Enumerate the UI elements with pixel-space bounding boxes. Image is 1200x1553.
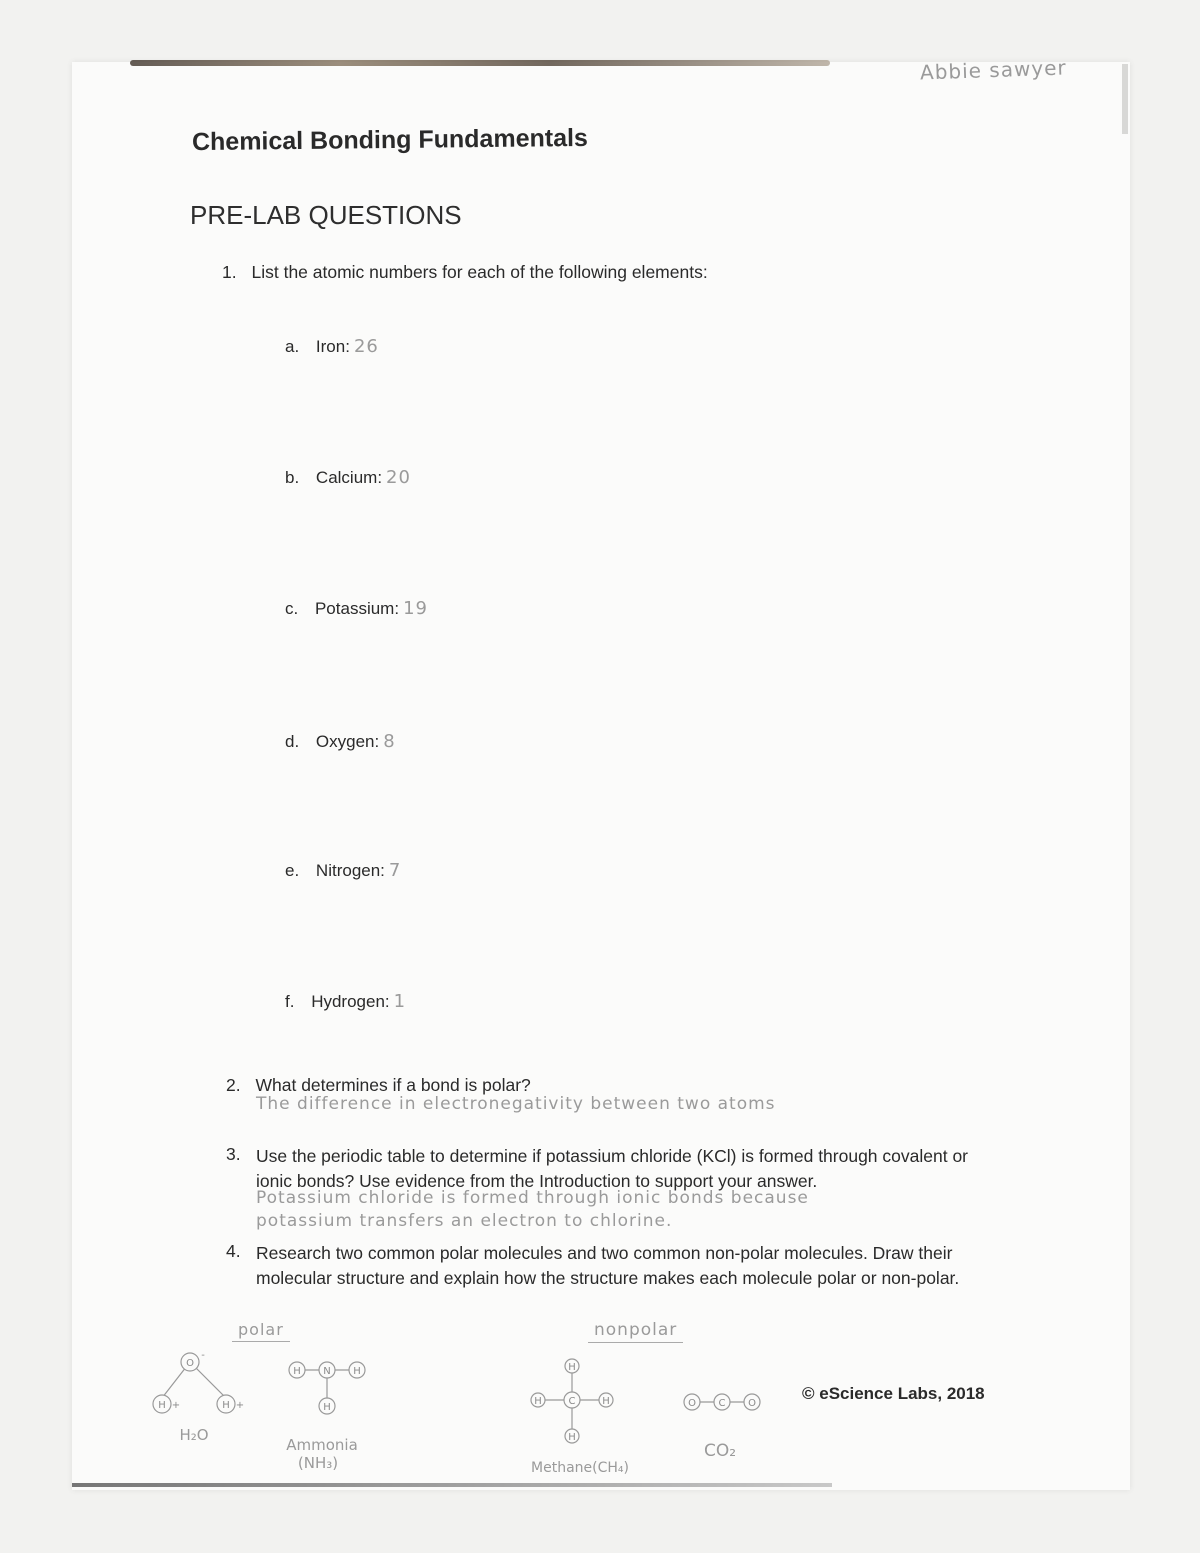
- question-text: What determines if a bond is polar?: [255, 1075, 531, 1095]
- copyright-notice: © eScience Labs, 2018: [802, 1384, 985, 1403]
- co2-oxygen-label: O: [748, 1398, 756, 1409]
- water-caption: H₂O: [179, 1426, 209, 1444]
- methane-carbon-label: C: [568, 1396, 576, 1407]
- handwritten-answer: 1: [393, 991, 407, 1012]
- question-number: 4.: [226, 1241, 241, 1261]
- handwritten-answer-q3-line1: Potassium chloride is formed through ionic bonds because: [256, 1188, 809, 1208]
- question-number: 1.: [222, 262, 237, 282]
- item-letter: e.: [285, 861, 300, 880]
- ammonia-formula-caption: (NH₃): [297, 1454, 339, 1472]
- item-label: Calcium:: [315, 468, 383, 487]
- handwritten-answer: 26: [353, 336, 379, 357]
- question-number: 2.: [226, 1075, 241, 1095]
- item-letter: b.: [285, 468, 300, 487]
- question-4: [226, 1241, 986, 1291]
- answer-item-hydrogen: [285, 991, 406, 1012]
- handwritten-answer-q3-line2: potassium transfers an electron to chlorine.: [256, 1211, 673, 1231]
- item-label: Hydrogen:: [311, 992, 390, 1011]
- water-hydrogen-label: H: [158, 1400, 166, 1411]
- ammonia-caption: Ammonia: [286, 1436, 358, 1454]
- item-label: Nitrogen:: [315, 861, 385, 880]
- ammonia-hydrogen-label: H: [353, 1366, 361, 1377]
- answer-item-oxygen: [285, 731, 396, 752]
- methane-hydrogen-label: H: [602, 1396, 610, 1407]
- methane-hydrogen-label: H: [568, 1362, 576, 1373]
- answer-item-nitrogen: [285, 860, 401, 881]
- water-oxygen-label: O: [186, 1358, 194, 1369]
- question-text: Use the periodic table to determine if potassium chloride (KCl) is formed through covalent or ionic bonds? Use evidence from the Introduction to support your answer.: [256, 1146, 969, 1191]
- co2-caption: CO₂: [703, 1441, 737, 1461]
- ammonia-hydrogen-label: H: [293, 1366, 301, 1377]
- handwritten-answer: 19: [403, 598, 428, 619]
- co2-carbon-label: C: [718, 1398, 726, 1409]
- question-2: [226, 1075, 531, 1096]
- section-heading: PRE-LAB QUESTIONS: [190, 200, 462, 230]
- handwritten-answer-q2: The difference in electronegativity between two atoms: [256, 1094, 776, 1114]
- water-partial-negative: -: [201, 1350, 205, 1361]
- item-label: Potassium:: [314, 599, 400, 618]
- page-edge-right: [1122, 64, 1128, 134]
- item-letter: f.: [285, 992, 295, 1011]
- page-edge-top: [130, 60, 830, 66]
- question-text: Research two common polar molecules and two common non-polar molecules. Draw their molecular structure and explain how the structure makes each molecule polar or non-polar.: [256, 1243, 960, 1288]
- item-letter: a.: [285, 337, 300, 356]
- handwritten-answer: 20: [386, 467, 411, 488]
- item-label: Iron:: [315, 337, 350, 356]
- nonpolar-heading: nonpolar: [588, 1320, 683, 1343]
- water-partial-positive: +: [171, 1400, 181, 1411]
- methane-hydrogen-label: H: [568, 1432, 576, 1443]
- answer-item-calcium: [285, 467, 411, 488]
- methane-caption: Methane(CH₄): [531, 1460, 629, 1476]
- answer-item-potassium: [285, 598, 428, 619]
- methane-hydrogen-label: H: [534, 1396, 542, 1407]
- worksheet-title: Chemical Bonding Fundamentals: [191, 123, 589, 157]
- ammonia-nitrogen-label: N: [323, 1366, 331, 1377]
- handwritten-answer: 8: [383, 731, 396, 752]
- item-label: Oxygen:: [315, 732, 380, 751]
- question-text: List the atomic numbers for each of the following elements:: [251, 262, 708, 282]
- ammonia-hydrogen-label: H: [323, 1402, 331, 1413]
- co2-oxygen-label: O: [688, 1398, 696, 1409]
- question-1: [222, 262, 708, 283]
- polar-heading: polar: [232, 1320, 290, 1342]
- question-number: 3.: [226, 1144, 241, 1164]
- student-signature: Abbie sawyer: [919, 55, 1068, 85]
- molecule-drawings: [140, 1340, 840, 1490]
- question-3: [226, 1144, 986, 1194]
- handwritten-answer: 7: [388, 860, 402, 881]
- answer-item-iron: [285, 336, 379, 357]
- item-letter: c.: [285, 599, 299, 618]
- water-partial-positive: +: [235, 1400, 245, 1411]
- water-hydrogen-label: H: [222, 1400, 230, 1411]
- item-letter: d.: [285, 732, 300, 751]
